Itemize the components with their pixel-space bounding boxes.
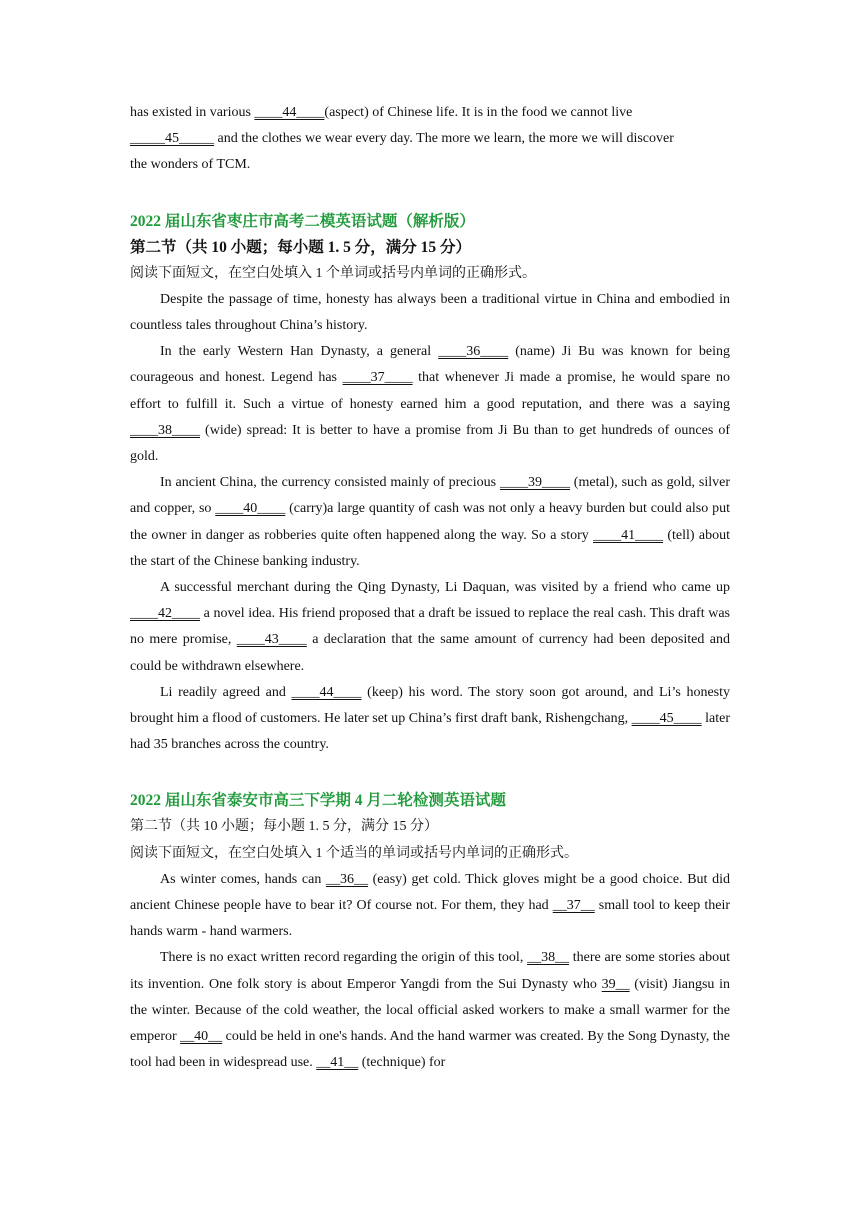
- text: In ancient China, the currency consisted mainly of precious: [160, 475, 500, 491]
- blank-44: ____44____: [254, 105, 325, 120]
- intro-line-1: [130, 100, 730, 126]
- text: (technique) for: [358, 1055, 446, 1071]
- paragraph: [130, 339, 730, 470]
- intro-line-2: [130, 126, 730, 152]
- blank-41: __41__: [316, 1055, 359, 1071]
- blank-38: __38__: [527, 950, 570, 966]
- section-instruction: 阅读下面短文，在空白处填入 1 个适当的单词或括号内单词的正确形式。: [130, 845, 578, 861]
- text: that whenever Ji made a promise, he would spare no effort to fulfill it. Such a virtue of honesty earned him a good reputation, and there was a saying: [130, 370, 730, 412]
- text: (tell) about the start of the Chinese banking industry.: [130, 527, 731, 569]
- text: There is no exact written record regarding the origin of this tool,: [160, 950, 528, 966]
- blank-39: ____39____: [499, 475, 570, 491]
- text: later had 35 branches across the country.: [130, 711, 730, 753]
- blank-45: _____45_____: [130, 131, 214, 147]
- section-subtitle: 第二节（共 10 小题；每小题 1. 5 分，满分 15 分）: [130, 238, 472, 256]
- text: (metal), such as gold, silver and copper, so: [130, 475, 730, 517]
- text: has existed in various: [130, 105, 255, 120]
- text: (wide) spread: It is better to have a promise from Ji Bu than to get hundreds of ounces of gold.: [130, 422, 730, 465]
- text: a novel idea. His friend proposed that a draft be issued to replace the real cash. This draft was no mere promise,: [130, 606, 730, 648]
- text: (carry)a large quantity of cash was not only a heavy burden but could also put the owner in danger as robberies quite often happened along the way. So a story: [130, 501, 730, 543]
- section-subtitle: 第二节（共 10 小题；每小题 1. 5 分，满分 15 分）: [130, 819, 438, 835]
- paragraph: Despite the passage of time, honesty has always been a traditional virtue in China and embodied in countless tales throughout China’s history.: [130, 291, 730, 334]
- text: could be held in one's hands. And the hand warmer was created. By the Song Dynasty, the tool had been in widespread use.: [130, 1029, 730, 1071]
- blank-39: 39__: [601, 976, 630, 992]
- blank-36: __36__: [325, 871, 368, 887]
- blank-41: ____41____: [593, 527, 664, 543]
- intro-line-3: the wonders of TCM.: [130, 157, 251, 173]
- text: (easy) get cold. Thick gloves might be a good choice. But did ancient Chinese people have to bear it? Of course not. For them, they had: [130, 871, 730, 914]
- blank-42: ____42____: [130, 606, 200, 622]
- section-instruction: 阅读下面短文，在空白处填入 1 个单词或括号内单词的正确形式。: [130, 265, 536, 281]
- blank-38: ____38____: [130, 422, 200, 438]
- blank-45: ____45____: [631, 711, 702, 727]
- blank-37: ____37____: [342, 370, 413, 386]
- blank-36: ____36____: [438, 344, 509, 360]
- blank-43: ____43____: [236, 632, 307, 648]
- text: and the clothes we wear every day. The more we learn, the more we will discover: [214, 131, 674, 147]
- paragraph: [130, 867, 730, 946]
- blank-44: ____44____: [291, 684, 362, 700]
- text: (aspect) of Chinese life. It is in the food we cannot live: [324, 105, 633, 120]
- text: In the early Western Han Dynasty, a general: [160, 344, 439, 360]
- paragraph: [130, 470, 730, 575]
- text: A successful merchant during the Qing Dynasty, Li Daquan, was visited by a friend who came up: [160, 580, 730, 596]
- section-title: 2022 届山东省枣庄市高考二模英语试题（解析版）: [130, 212, 475, 230]
- paragraph: [130, 945, 730, 1076]
- text: there are some stories about its invention. One folk story is about Emperor Yangdi from the Sui Dynasty who: [130, 950, 730, 992]
- text: small tool to keep their hands warm - hand warmers.: [130, 898, 731, 940]
- text: As winter comes, hands can: [160, 871, 326, 887]
- blank-37: __37__: [552, 898, 595, 914]
- text: (name) Ji Bu was known for being courageous and honest. Legend has: [130, 344, 730, 386]
- blank-40: __40__: [180, 1029, 223, 1045]
- text: (visit) Jiangsu in the winter. Because of the cold weather, the local official asked workers to make a small warmer for the emperor: [130, 976, 730, 1045]
- paragraph: [130, 575, 730, 680]
- text: Li readily agreed and: [160, 684, 292, 700]
- paragraph: [130, 680, 730, 759]
- section-title: 2022 届山东省泰安市高三下学期 4 月二轮检测英语试题: [130, 792, 506, 810]
- document-page: [130, 100, 730, 1077]
- text: (keep) his word. The story soon got around, and Li’s honesty brought him a flood of customers. He later set up China’s first draft bank, Rishengchang,: [130, 684, 731, 727]
- text: a declaration that the same amount of currency had been deposited and could be withdrawn elsewhere.: [130, 632, 730, 674]
- blank-40: ____40____: [215, 501, 286, 517]
